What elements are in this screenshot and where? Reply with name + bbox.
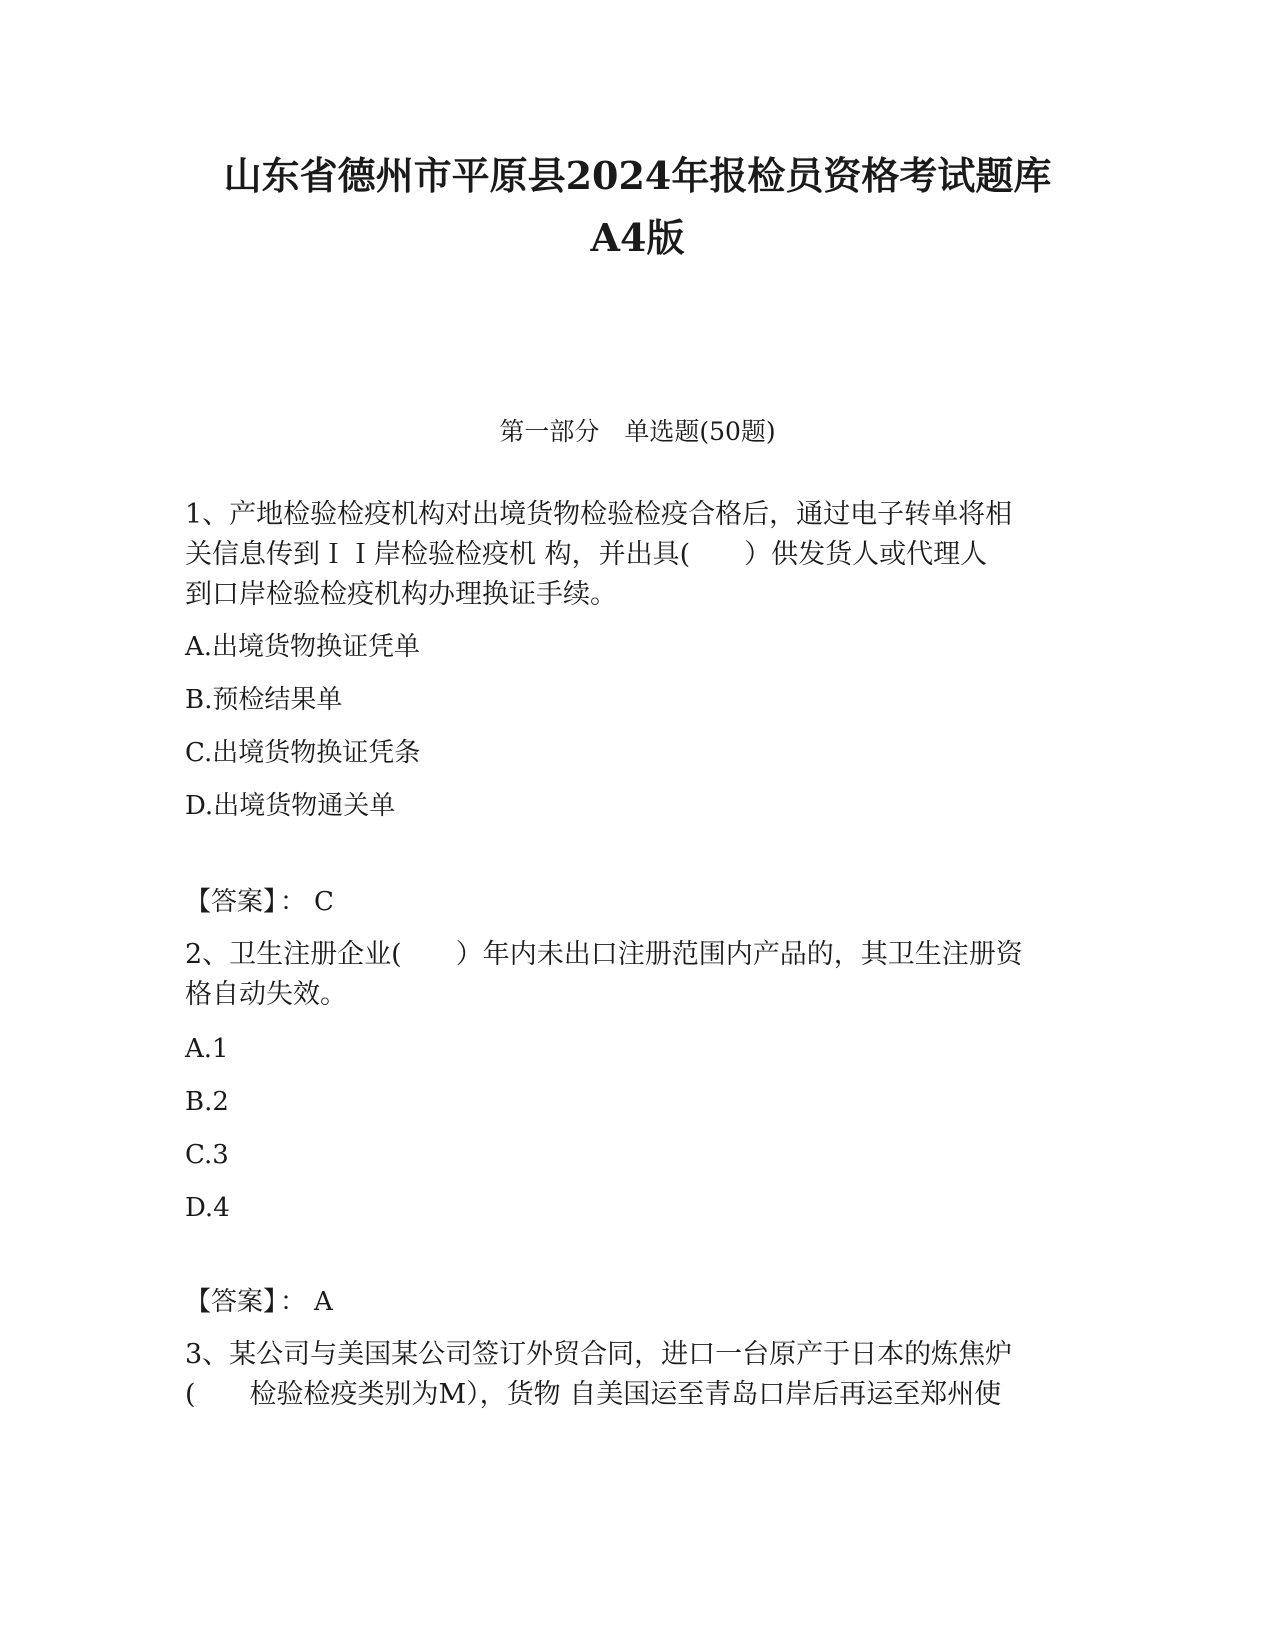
question-1-option-a xyxy=(185,627,420,667)
section-heading: 第一部分 单选题(50题) xyxy=(499,417,776,446)
option-letter: B. xyxy=(185,685,213,715)
option-text: 1 xyxy=(212,1034,229,1064)
answer-value: C xyxy=(314,887,334,917)
answer-label: 【答案】 xyxy=(185,1287,277,1317)
option-letter: A. xyxy=(185,1034,213,1064)
option-letter: B. xyxy=(185,1087,213,1117)
question-2-option-d xyxy=(185,1188,230,1228)
question-2-line-1: 2、卫生注册企业( ）年内未出口注册范围内产品的，其卫生注册资 xyxy=(185,939,1023,970)
question-1-option-b xyxy=(185,680,342,720)
question-2-option-a xyxy=(185,1029,229,1069)
document-title-line-1: 山东省德州市平原县2024年报检员资格考试题库 xyxy=(223,153,1052,198)
option-text: 出境货物换证凭单 xyxy=(212,632,421,662)
answer-separator: ： xyxy=(280,887,307,917)
question-1-line-3: 到口岸检验检疫机构办理换证手续。 xyxy=(185,579,617,610)
document-title-line-2: A4版 xyxy=(590,215,685,260)
question-1-line-2: 关信息传到ＩＩ岸检验检疫机 构，并出具( ）供发货人或代理人 xyxy=(185,539,988,570)
option-text: 出境货物通关单 xyxy=(213,791,396,821)
option-text: 3 xyxy=(212,1140,229,1170)
question-2-line-2: 格自动失效。 xyxy=(185,979,347,1010)
answer-label: 【答案】 xyxy=(185,887,277,917)
question-1-option-c xyxy=(185,733,420,773)
question-1-line-1: 1、产地检验检疫机构对出境货物检验检疫合格后，通过电子转单将相 xyxy=(185,499,1013,530)
option-text: 4 xyxy=(213,1193,230,1223)
question-3-line-1: 3、某公司与美国某公司签订外贸合同，进口一台原产于日本的炼焦炉 xyxy=(185,1339,1013,1370)
option-text: 出境货物换证凭条 xyxy=(212,738,421,768)
question-2-answer xyxy=(185,1282,333,1322)
option-text: 2 xyxy=(212,1087,229,1117)
question-2-option-c xyxy=(185,1135,229,1175)
option-letter: A. xyxy=(185,632,213,662)
answer-value: A xyxy=(314,1287,333,1317)
question-2-option-b xyxy=(185,1082,229,1122)
question-1-answer xyxy=(185,882,334,922)
option-text: 预检结果单 xyxy=(212,685,343,715)
answer-separator: ： xyxy=(280,1287,307,1317)
question-1-option-d xyxy=(185,786,395,826)
option-letter: D. xyxy=(185,791,214,821)
option-letter: C. xyxy=(185,738,213,768)
question-3-line-2: ( 检验检疫类别为M），货物 自美国运至青岛口岸后再运至郑州使 xyxy=(185,1379,1002,1410)
option-letter: D. xyxy=(185,1193,214,1223)
option-letter: C. xyxy=(185,1140,213,1170)
